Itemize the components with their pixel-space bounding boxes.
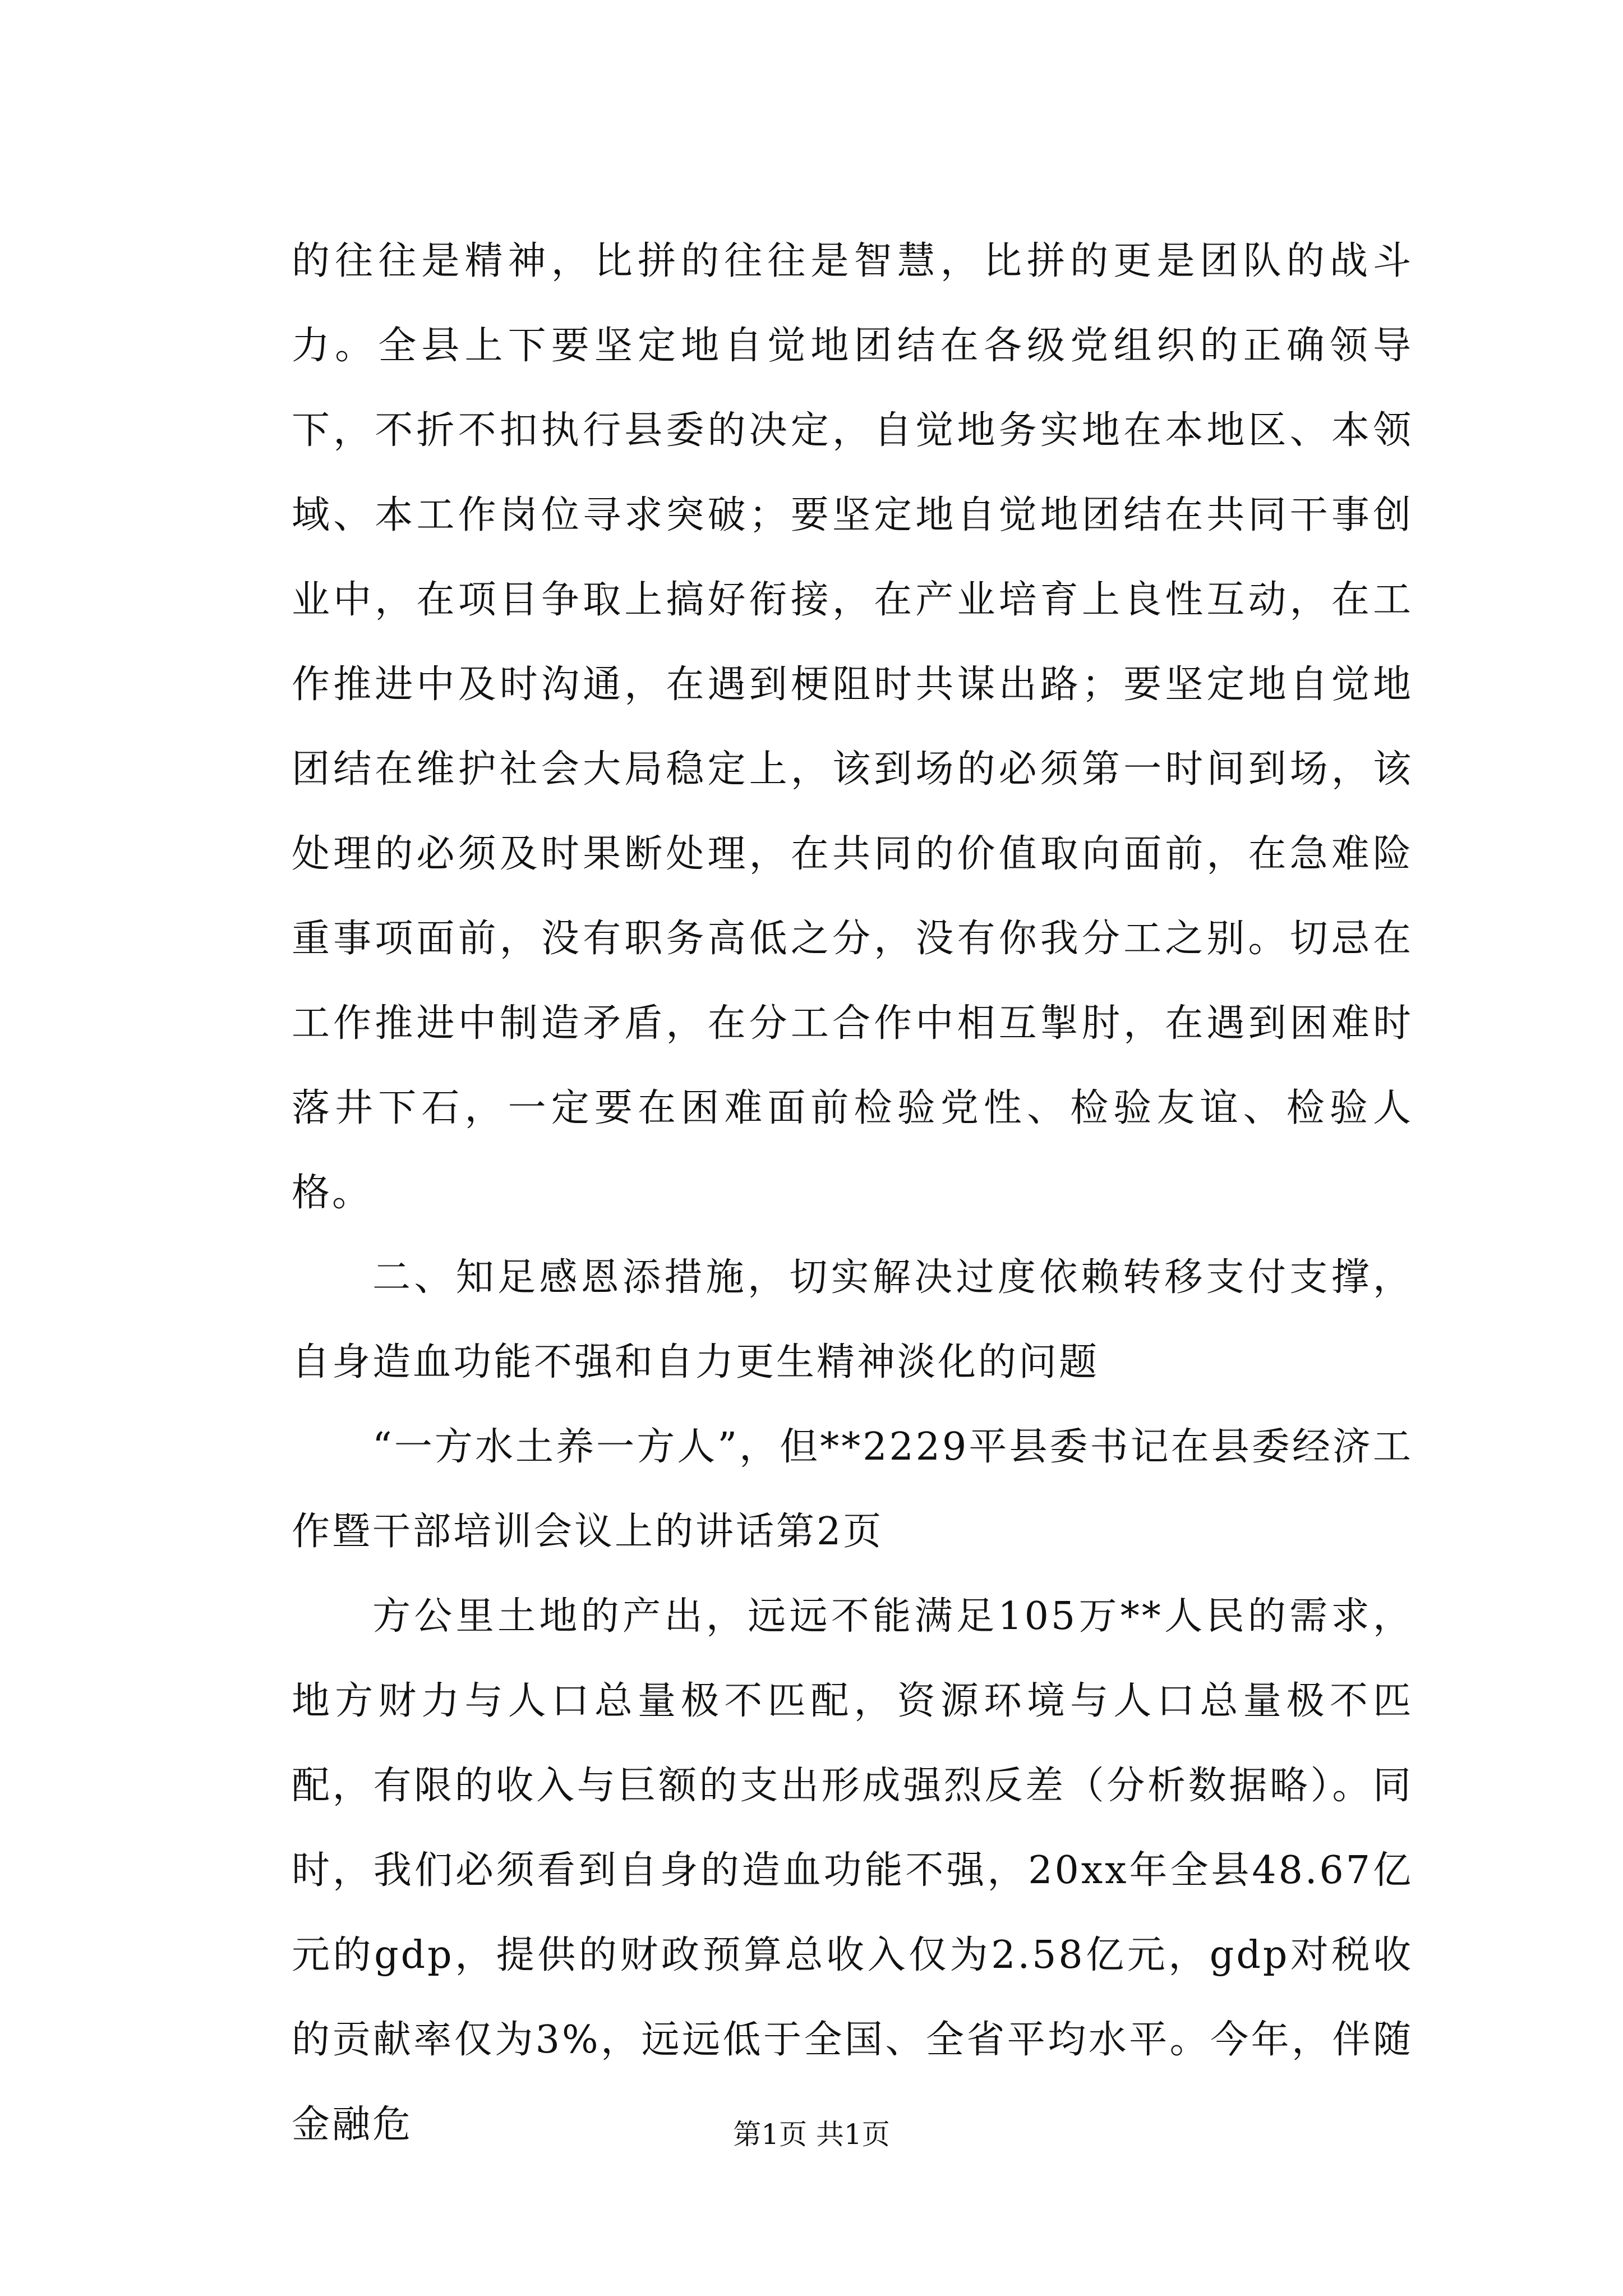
- page-footer: 第1页 共1页: [733, 2118, 890, 2151]
- paragraph-unity: 的往往是精神，比拼的往往是智慧，比拼的更是团队的战斗力。全县上下要坚定地自觉地团结在各级党组织的正确领导下，不折不扣执行县委的决定，自觉地务实地在本地区、本领域、本工作岗位寻求突破；要坚定地自觉地团结在共同干事创业中，在项目争取上搞好衔接，在产业培育上良性互动，在工作推进中及时沟通，在遇到梗阻时共谋出路；要坚定地自觉地团结在维护社会大局稳定上，该到场的必须第一时间到场，该处理的必须及时果断处理，在共同的价值取向面前，在急难险重事项面前，没有职务高低之分，没有你我分工之别。切忌在工作推进中制造矛盾，在分工合作中相互掣肘，在遇到困难时落井下石，一定要在困难面前检验党性、检验友谊、检验人格。: [292, 239, 1413, 1215]
- paragraph-finance: 方公里土地的产出，远远不能满足105万**人民的需求，地方财力与人口总量极不匹配，资源环境与人口总量极不匹配，有限的收入与巨额的支出形成强烈反差（分析数据略）。同时，我们必须看到自身的造血功能不强，20xx年全县48.67亿元的gdp，提供的财政预算总收入仅为2.58亿元，gdp对税收的贡献率仅为3%，远远低于全国、全省平均水平。今年，伴随金融危: [292, 1594, 1413, 2147]
- section-heading-two: 二、知足感恩添措施，切实解决过度依赖转移支付支撑，自身造血功能不强和自力更生精神淡化的问题: [292, 1255, 1413, 1384]
- document-body: [292, 219, 1413, 2167]
- paragraph-proverb: “一方水土养一方人”，但**2229平县委书记在县委经济工作暨干部培训会议上的讲话第2页: [292, 1425, 1413, 1554]
